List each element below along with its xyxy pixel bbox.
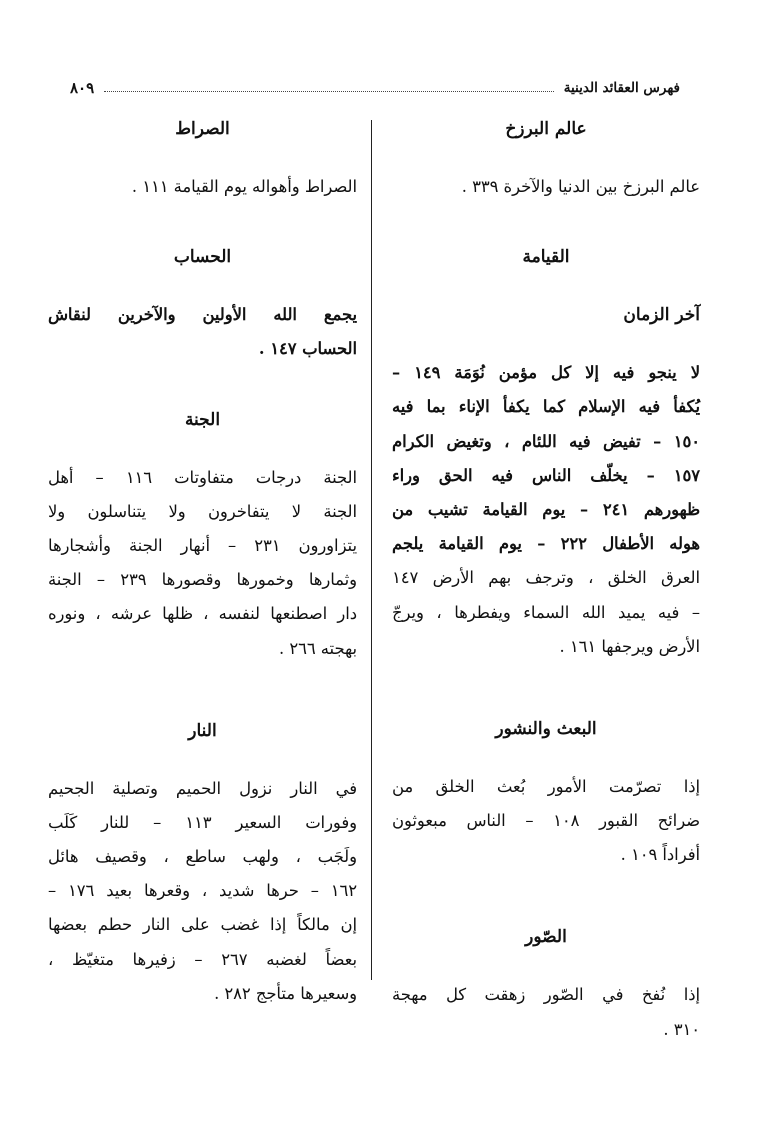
entry-line: وفورات السعير ١١٣ – للنار كَلَب [48, 812, 357, 832]
entry-line: يُكفأ فيه الإسلام كما يكفأ الإناء بما فيه [392, 397, 700, 417]
spacer [48, 367, 357, 403]
section-soor [392, 920, 700, 1046]
section-nar [48, 714, 357, 1011]
entry-line: الصراط وأهواله يوم القيامة ١١١ . [131, 177, 357, 196]
spacer [48, 666, 357, 714]
entry-line: يتزاورون ٢٣١ – أنهار الجنة وأشجارها [48, 535, 357, 555]
section-akhir-zaman [392, 298, 700, 664]
spacer [392, 746, 700, 770]
entry-line: الأرض ويرجفها ١٦١ . [559, 636, 700, 656]
spacer [48, 748, 357, 772]
entry-line: إذا تصرّمت الأمور بُعث الخلق من [392, 776, 700, 796]
section-heading: النار [188, 720, 217, 741]
entry-line: وثمارها وخمورها وقصورها ٢٣٩ – الجنة [48, 570, 357, 590]
entry-line: هوله الأطفال ٢٢٢ – يوم القيامة يلجم [392, 534, 700, 554]
entry-line: في النار نزول الحميم وتصلية الجحيم [48, 778, 357, 798]
entry-line: الجنة لا يتفاخرون ولا يتناسلون ولا [48, 501, 357, 521]
section-heading: البعث والنشور [495, 718, 597, 739]
section-heading: الصّور [525, 927, 567, 948]
column-divider [371, 120, 372, 980]
entry-line: وسعيرها متأجج ٢٨٢ . [214, 983, 357, 1003]
entry-line: ٣١٠ . [663, 1019, 700, 1039]
entry-line: ولَجَب ، ولهب ساطع ، وقصيف هائل [48, 847, 357, 867]
entry-line: العرق الخلق ، وترجف بهم الأرض ١٤٧ [392, 568, 700, 588]
section-heading: الجنة [184, 409, 221, 430]
entry-line: إذا نُفخ في الصّور زهقت كل مهجة [392, 985, 700, 1005]
section-hisab [48, 240, 357, 366]
section-heading: القيامة [522, 247, 570, 268]
entry-line: ظهورهم ٢٤١ – يوم القيامة تشيب من [392, 499, 701, 519]
spacer [48, 274, 357, 298]
entry-line: يجمع الله الأولين والآخرين لنقاش [48, 305, 357, 325]
header-title: فهرس العقائد الدينية [563, 80, 680, 96]
entry-line: أفراداً ١٠٩ . [620, 845, 700, 865]
spacer [392, 954, 700, 978]
entry-line: بهجته ٢٦٦ . [279, 638, 357, 658]
section-barzakh [392, 112, 700, 204]
section-baath [392, 712, 700, 873]
running-header [70, 76, 680, 100]
spacer [48, 204, 357, 240]
entry-line: ١٥٧ – يخلّف الناس فيه الحق وراء [392, 465, 700, 485]
page-number: ٨٠٩ [70, 79, 95, 97]
right-column [392, 112, 700, 1047]
section-sirat [48, 112, 357, 204]
spacer [392, 872, 700, 920]
entry-line: إن مالكاً إذا غضب على النار حطم بعضها [48, 915, 357, 935]
spacer [392, 146, 700, 170]
entry-line: عالم البرزخ بين الدنيا والآخرة ٣٣٩ . [461, 177, 700, 196]
entry-line: ضرائح القبور ١٠٨ – الناس مبعوثون [392, 811, 700, 831]
spacer [48, 146, 357, 170]
entry-line: – فيه يميد الله السماء ويفطرها ، ويرجّ [392, 602, 700, 622]
section-qiyama [392, 240, 700, 274]
entry-line: ١٦٢ – حرها شديد ، وقعرها بعيد ١٧٦ – [48, 881, 357, 901]
section-heading: الحساب [173, 247, 232, 268]
header-dotted-leader [104, 91, 554, 92]
spacer [48, 437, 357, 461]
entry-line: بعضاً لغضبه ٢٦٧ – زفيرها متغيّظ ، [48, 949, 357, 969]
section-heading: الصراط [175, 119, 230, 139]
spacer [392, 664, 700, 712]
spacer [392, 332, 700, 356]
section-subheading: آخر الزمان [623, 305, 700, 326]
entry-line: ١٥٠ – تفيض فيه اللئام ، وتغيض الكرام [392, 431, 700, 451]
entry-line: الحساب ١٤٧ . [258, 339, 357, 359]
left-column [48, 112, 357, 1011]
spacer [392, 204, 700, 240]
spacer [392, 274, 700, 298]
entry-line: الجنة درجات متفاوتات ١١٦ – أهل [48, 467, 358, 487]
section-heading: عالم البرزخ [505, 119, 587, 139]
entry-line: لا ينجو فيه إلا كل مؤمن نُوَمَة ١٤٩ – [392, 363, 700, 383]
section-janna [48, 403, 357, 666]
entry-line: دار اصطنعها لنفسه ، ظلها عرشه ، ونوره [48, 604, 357, 624]
